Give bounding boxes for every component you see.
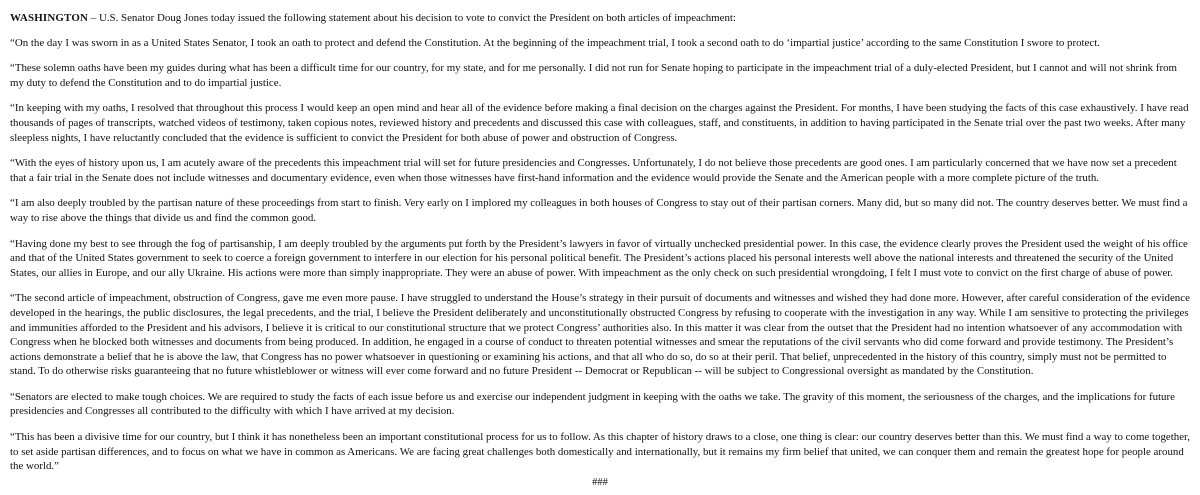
- dateline: WASHINGTON: [10, 12, 89, 24]
- lead-paragraph: [10, 11, 1190, 26]
- statement-paragraph-9: “This has been a divisive time for our country, but I think it has nonetheless been an important constitutional process for us to follow. As this chapter of history draws to a close, one thing is clear: our country deserves better than this. We must find a way to come together, to set aside partisan differences, and to focus on what we have in common as Americans. We are facing great challenges both domestically and internationally, but it remains my firm belief that united, we can conquer them and remain the greatest hope for people around the world.”: [10, 431, 1190, 473]
- statement-paragraph-4: “With the eyes of history upon us, I am acutely aware of the precedents this impeachment trial will set for future presidencies and Congresses. Unfortunately, I do not believe those precedents are good ones. I am particularly concerned that we have now set a precedent that a fair trial in the Senate does not include witnesses and documentary evidence, even when those witnesses have first-hand information and the evidence would provide the Senate and the American people with a more complete picture of the truth.: [10, 157, 1177, 184]
- end-mark: ###: [592, 477, 608, 488]
- statement-paragraph-2: “These solemn oaths have been my guides during what has been a difficult time for our country, for my state, and for me personally. I did not run for Senate hoping to participate in the impeachment trial of a duly-elected President, but I cannot and will not shrink from my duty to defend the Constitution and to do impartial justice.: [10, 62, 1177, 89]
- statement-paragraph-3: “In keeping with my oaths, I resolved that throughout this process I would keep an open mind and hear all of the evidence before making a final decision on the charges against the President. For months, I have been studying the facts of this case exhaustively. I have read thousands of pages of transcripts, watched videos of testimony, taken copious notes, reviewed history and precedents and discussed this case with colleagues, staff, and constituents, in addition to having participated in the Senate trial over the past two weeks. After many sleepless nights, I have reluctantly concluded that the evidence is sufficient to convict the President for both abuse of power and obstruction of Congress.: [10, 102, 1189, 144]
- statement-paragraph-1: “On the day I was sworn in as a United States Senator, I took an oath to protect and defend the Constitution. At the beginning of the impeachment trial, I took a second oath to do ‘impartial justice’ according to the same Constitution I swore to protect.: [10, 36, 1100, 49]
- statement-paragraph-8: “Senators are elected to make tough choices. We are required to study the facts of each issue before us and exercise our independent judgment in keeping with the oaths we take. The gravity of this moment, the seriousness of the charges, and the implications for future presidencies and Congresses all contributed to the difficulty with which I have arrived at my decision.: [10, 390, 1175, 418]
- statement-paragraph-5: “I am also deeply troubled by the partisan nature of these proceedings from start to finish. Very early on I implored my colleagues in both houses of Congress to stay out of their partisan corners. Many did, but so many did not. The country deserves better. We must find a way to rise above the things that divide us and find the common good.: [10, 197, 1188, 224]
- intro-text: – U.S. Senator Doug Jones today issued the following statement about his decision to vote to convict the President on both articles of impeachment:: [88, 12, 736, 24]
- statement-paragraph-6: “Having done my best to see through the fog of partisanship, I am deeply troubled by the arguments put forth by the President’s lawyers in favor of virtually unchecked presidential power. In this case, the evidence clearly proves the President used the weight of his office and that of the United States government to seek to coerce a foreign government to interfere in our election for his personal political benefit. The President’s actions placed his personal interests well above the national interests and threatened the security of the United States, our allies in Europe, and our ally Ukraine. His actions were more than simply inappropriate. They were an abuse of power. With impeachment as the only check on such presidential wrongdoing, I felt I must vote to convict on the first charge of abuse of power.: [10, 237, 1188, 279]
- statement-paragraph-7: “The second article of impeachment, obstruction of Congress, gave me even more pause. I have struggled to understand the House’s strategy in their pursuit of documents and witnesses and wished they had done more. However, after careful consideration of the evidence developed in the hearings, the public disclosures, the legal precedents, and the trial, I believe the President deliberately and unconstitutionally obstructed Congress by refusing to cooperate with the investigation in any way. While I am sensitive to protecting the privileges and immunities afforded to the President and his advisors, I believe it is critical to our constitutional structure that we protect Congress’ authorities also. In this matter it was clear from the outset that the President had no intention whatsoever of any accommodation with Congress when he blocked both witnesses and documents from being produced. In addition, he engaged in a course of conduct to threaten potential witnesses and smear the reputations of the civil servants who did come forward and provide testimony. The President’s actions demonstrate a belief that he is above the law, that Congress has no power whatsoever in questioning or examining his actions, and that all who do so, do so at their peril. That belief, unprecedented in the history of this country, simply must not be permitted to stand. To do otherwise risks guaranteeing that no future whistleblower or witness will ever come forward and no future President -- Democrat or Republican -- will be subject to Congressional oversight as mandated by the Constitution.: [10, 292, 1190, 378]
